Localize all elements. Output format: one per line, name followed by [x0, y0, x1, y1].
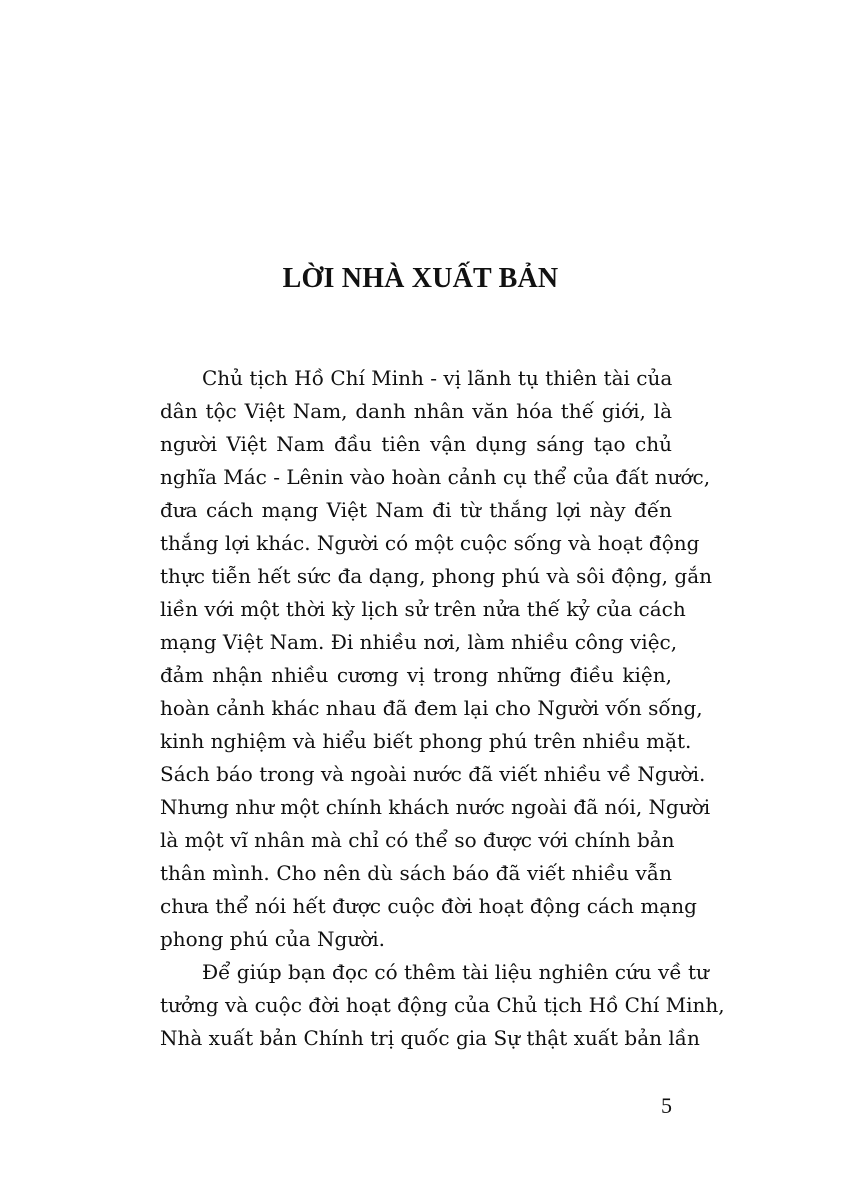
- paragraph-line: đưa cách mạng Việt Nam đi từ thắng lợi này đến: [160, 498, 672, 522]
- paragraph-line: kinh nghiệm và hiểu biết phong phú trên nhiều mặt.: [160, 729, 692, 753]
- paragraph-line: hoàn cảnh khác nhau đã đem lại cho Người vốn sống,: [160, 696, 703, 720]
- paragraph-line: phong phú của Người.: [160, 927, 386, 951]
- paragraph-line: nghĩa Mác - Lênin vào hoàn cảnh cụ thể của đất nước,: [160, 465, 711, 489]
- paragraph-line: đảm nhận nhiều cương vị trong những điều kiện,: [160, 663, 672, 687]
- page-title: LỜI NHÀ XUẤT BẢN: [282, 263, 559, 294]
- body-text: [160, 362, 725, 1055]
- paragraph-line: liền với một thời kỳ lịch sử trên nửa thế kỷ của cách: [160, 597, 686, 621]
- paragraph-line: thắng lợi khác. Người có một cuộc sống và hoạt động: [160, 531, 700, 555]
- paragraph-line: tưởng và cuộc đời hoạt động của Chủ tịch Hồ Chí Minh,: [160, 993, 725, 1017]
- paragraph-line: thân mình. Cho nên dù sách báo đã viết nhiều vẫn: [160, 861, 672, 885]
- paragraph-line: thực tiễn hết sức đa dạng, phong phú và sôi động, gắn: [160, 564, 713, 588]
- page-number: 5: [661, 1093, 672, 1118]
- paragraph-line: là một vĩ nhân mà chỉ có thể so được với chính bản: [160, 828, 675, 852]
- paragraph-line: Để giúp bạn đọc có thêm tài liệu nghiên cứu về tư: [202, 960, 709, 984]
- paragraph-line: Chủ tịch Hồ Chí Minh - vị lãnh tụ thiên tài của: [202, 366, 673, 390]
- paragraph-line: người Việt Nam đầu tiên vận dụng sáng tạo chủ: [160, 432, 672, 456]
- paragraph-line: chưa thể nói hết được cuộc đời hoạt động cách mạng: [160, 894, 697, 918]
- paragraph-line: Sách báo trong và ngoài nước đã viết nhiều về Người.: [160, 762, 706, 786]
- paragraph-line: dân tộc Việt Nam, danh nhân văn hóa thế giới, là: [160, 399, 672, 423]
- paragraph-line: Nhưng như một chính khách nước ngoài đã nói, Người: [160, 795, 711, 819]
- paragraph-line: mạng Việt Nam. Đi nhiều nơi, làm nhiều công việc,: [160, 630, 678, 654]
- paragraph-line: Nhà xuất bản Chính trị quốc gia Sự thật xuất bản lần: [160, 1026, 700, 1050]
